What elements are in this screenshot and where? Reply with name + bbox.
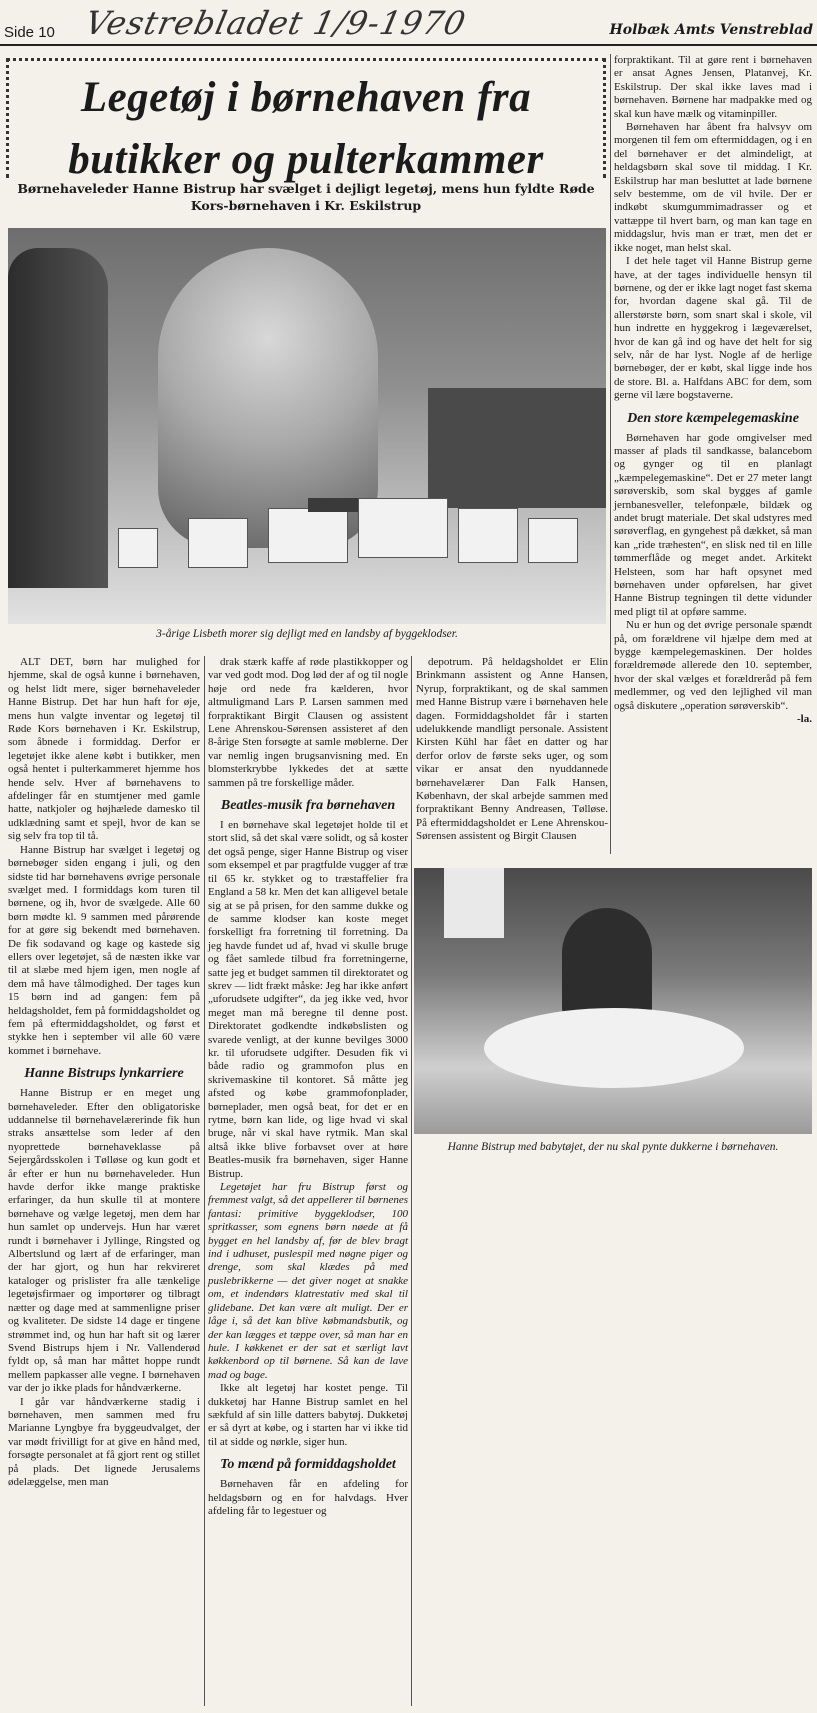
paragraph: Legetøjet har fru Bistrup først og fremmest valgt, så det appellerer til børnenes fantasi: primitive byggeklodser, 100 spritkasser, som egnens børn nøede at få bygget en hel landsby af, før de blev bragt ind i udhuset, puslespil med nøgne piger og drenge, som skal klædes på med puslebrikkerne — det giver noget at snakke om, et indendørs klatrestativ med skal til glidebane. Det kan være alt muligt. Der er låge i, så det kan blive købmandsbutik, og der kan lægges et tæppe over, så man har en hule. I køkkenet er der sat et særligt lavt køkkenbord op til børnene. Så kan de lave mad og bage. <box>208 1181 408 1381</box>
headline-line-1: Legetøj i børnehaven fra <box>80 74 532 121</box>
newspaper-masthead: Holbæk Amts Venstreblad <box>609 22 813 38</box>
author-signature: -la. <box>797 713 812 726</box>
paragraph: Børnehaven har gode omgivelser med masser af plads til sandkasse, balancebom og gynger og til en planlagt „kæmpelegemaskine“. Det er 27 meter langt sørøverskib, som skal bygges af gamle jernbanesveller, telefonpæle, bildæk og andet brugt materiale. Det skal udstyres med sørøverflag, en gyngehest på dækket, så man kan „ride træhesten“, en slisk ned til en lille tømmerflåde og meget andet. Arkitekt Helsteen, som har haft opsynet med børnehaven under opførelsen, har givet Hanne Bistrup tegningen til dette vidunder med pligt til at opføre samme. <box>614 431 812 618</box>
paragraph: Hanne Bistrup er en meget ung børnehaveleder. Efter den obligatoriske uddannelse til børnehavelærerinde fik hun straks ansættelse som leder af den nyoprettede børnehaveklasse på Sejergårdsskolen i Tølløse og kun godt et år efter er hun nu børnehaveleder. Hun havde derfor ikke mange praktiske erfaringer, da hun skulle til at montere børnehave og vælge legetøj, men dem har hun samlet op undervejs. Hun har været rundt i børnehaver i Jyllinge, Ringsted og Albertslund og lært af de erfaringer, man der har gjort, og hun har rekvireret kataloger og prislister fra alle tænkelige legetøjsfirmaer og importører og tilbragt nætter og dage med at sammenligne priser og kvaliteter. De sidste 14 dage er tingene strømmet ind, og hun har haft sit og lærer Svend Bistrups hjem i Nr. Vallenderød fyldt op, så man har måttet hoppe rundt mellem papkasser alle vegne. I børnehaven var der jo ikke plads for håndværkerne. <box>8 1087 200 1395</box>
headline-line-2: butikker og pulterkammer <box>68 136 544 183</box>
section-heading: To mænd på formiddagsholdet <box>220 1457 396 1473</box>
photo-child-with-blocks <box>8 228 606 624</box>
block-house <box>118 528 158 568</box>
photo-table-with-clothes <box>484 1008 744 1088</box>
paragraph: depotrum. På heldagsholdet er Elin Brinkmann assistent og Anne Hansen, Nyrup, forpraktikant, og de skal sammen med Hanne Bistrup være i børnehaven hele dagen. Formiddagsholdet får i starten udelukkende mandligt personale. Assistent Kirsten Kühl har fået en datter og har derfor orlov de første seks uger, og som vikar er ansat den nyuddannede børnehavelærer Dan Falk Hansen, København, der skal arbejde sammen med forpraktikant Benny Andreasen, Tølløse. På eftermiddagsholdet er Lene Ahrenskou-Sørensen assistent og Birgit Clausen <box>416 656 608 843</box>
photo-hanne-bistrup <box>414 868 812 1134</box>
photo-woman <box>562 908 652 1018</box>
paragraph: Ikke alt legetøj har kostet penge. Til dukketøj har Hanne Bistrup samlet en hel sækfuld af sin lille datters babytøj. Dukketøj er så dyrt at købe, og i starten har vi ikke tid til at sidde og nørkle, siger hun. <box>208 1382 408 1448</box>
article-column-4 <box>614 54 812 727</box>
paragraph: I det hele taget vil Hanne Bistrup gerne have, at der tages individuelle hensyn til børnene, og der er ikke lagt noget fast skema for, hvordan dagene skal gå. Til de allerstørste børn, som snart skal i skole, vil hun indrette en hyggekrog i lægeværelset, hvor de kan gå ind og have det helt for sig selv, når de har lyst. Nogle af de herlige børnebøger, der er købt, skal ligge inde hos de store. Bl. a. Halfdans ABC for dem, som gerne vil lære bogstaverne. <box>614 255 812 402</box>
subheadline: Børnehaveleder Hanne Bistrup har svælget i dejligt legetøj, mens hun fyldte Røde Kors-børnehaven i Kr. Eskilstrup <box>17 181 595 213</box>
article-column-3 <box>416 656 608 844</box>
article-column-1 <box>8 656 200 1489</box>
section-heading: Den store kæmpelegemaskine <box>627 410 799 426</box>
page-header <box>0 0 817 50</box>
section-heading: Beatles-musik fra børnehaven <box>220 798 396 814</box>
paragraph: ALT DET, børn har mulighed for hjemme, skal de også kunne i børnehaven, og helst lidt mere, siger børnehaveleder Hanne Bistrup. Det har hun haft for øje, mens hun valgte inventar og legetøj til Røde Kors børnehaven i Kr. Eskilstrup, som åbnede i formiddag. Derfor er legetøjet ikke alene købt i butikker, men også hentet i pulterkammeret hjemme hos hende selv. Hver af børnehavens to afdelinger får en stumtjener med gamle hatte, natkjoler og højhælede dameskо til udklædning samt et spejl, hvor de kan se sig selv fra top til tå. <box>8 656 200 843</box>
headline-box <box>6 58 606 183</box>
section-heading: Hanne Bistrups lynkarriere <box>24 1066 184 1082</box>
block-house <box>458 508 518 563</box>
column-rule <box>204 656 205 1706</box>
paragraph: forpraktikant. Til at gøre rent i børnehaven er ansat Agnes Jensen, Platanvej, Kr. Eskilstrup. Der skal ikke laves mad i børnehaven. Børnene har madpakke med og skal kun have mælk og vitaminpiller. <box>614 54 812 120</box>
article-column-2 <box>208 656 408 1518</box>
column-rule <box>411 656 412 1706</box>
photo-person-left <box>8 248 108 588</box>
paragraph: Børnehaven får en afdeling for heldagsbørn og en for halvdags. Hver afdeling får to legestuer og <box>208 1478 408 1517</box>
paragraph: Børnehaven har åbent fra halvsyv om morgenen til fem om eftermiddagen, og i en del børnehaver er det almindeligt, at heldagsbørn skal sove til middag. I Kr. Eskilstrup har man besluttet at lade børnene selv bestemme, om de vil hvile. Der er indkøbt skumgummimadrasser og et vattæppe til hvert barn, og man kan tage en middagslur, hvis man er træt, men det er ikke noget, man helst skal. <box>614 121 812 254</box>
block-house <box>528 518 578 563</box>
photo1-caption: 3-årige Lisbeth morer sig dejligt med en landsby af byggeklodser. <box>156 628 458 640</box>
column-rule <box>610 54 611 854</box>
paragraph: I går var håndværkerne stadig i børnehaven, men sammen med fru Marianne Lyngbye fra byggeudvalget, der var mødt frivilligt for at give en hånd med, forsøgte personalet at få gjort rent og stillet på plads. Det lignede Jerusalems ødelæggelse, men man <box>8 1395 200 1488</box>
block-house <box>188 518 248 568</box>
paragraph: Hanne Bistrup har svælget i legetøj og børnebøger siden engang i juli, og den sidste tid har børnehavens øvrige personale svælget med. I formiddags kom turen til børnene, og ih, hvor de svælgede. Alle 60 børn mødte kl. 9 sammen med pårørende for at gøre sig bekendt med børnehaven. De fik sodavand og kage og kastede sig ellers over legetøjet, så de næsten ikke var til at slæbe med hjem igen, men nogle af dem må have tålmodighed. Der tages kun 15 børn ind ad gangen: fem på heldagsholdet, fem på formiddagsholdet og fem på eftermiddagsholdet, og først et stykke hen i september vil alle 60 være kommet i børnehave. <box>8 843 200 1057</box>
paragraph: Nu er hun og det øvrige personale spændt på, om forældrene vil hjælpe dem med at bygge kæmpelegemaskinen. Der holdes forældremøde allerede den 10. september, hvor der skal vælges et forældreråd på fem medlemmer, og ved den lejlighed vil man også diskutere „operation sørøverskib“. <box>614 619 812 712</box>
header-rule <box>0 44 817 46</box>
photo2-caption: Hanne Bistrup med babytøjet, der nu skal pynte dukkerne i børnehaven. <box>447 1141 779 1153</box>
block-house <box>358 498 448 558</box>
photo-window <box>444 868 504 938</box>
page-number: Side 10 <box>4 24 55 41</box>
photo-building <box>428 388 606 508</box>
block-house <box>268 508 348 563</box>
paragraph: drak stærk kaffe af røde plastikkopper og var ved godt mod. Dog lød der af og til nogle høje ord nede fra kælderen, hvor altmuligmand Lars P. Larsen sammen med forpraktikant Birgit Clausen og assistent Lene Ahrenskou-Sørensen assisteret af den 8-årige Sten forsøgte at samle møblerne. Der var nemlig ingen brugsanvisning med. En blomsterkrybbe lykkedes det at sætte sammen på tre forskellige måder. <box>208 656 408 789</box>
handwritten-note: Vestrebladet 1/9-1970 <box>81 4 470 42</box>
paragraph: I en børnehave skal legetøjet holde til et stort slid, så det skal være solidt, og så koster det også penge, siger Hanne Bistrup og viser som eksempel et par pragtfulde vugger af træ til 65 kr. stykket og to træstaffelier fra England a 58 kr. Men det kan alligevel betale sig at se på prisen, for den samme dukke og de samme klodser kan koste meget forskelligt fra forretning til forretning. Da jeg havde fundet ud af, hvad vi skulle bruge og fået samlede tilbud fra forretningerne, satte jeg et budget sammen til direktoratet og skrev — lidt frækt måske: Jeg har ikke anført „uforudsete udgifter“, da jeg ikke ved, hvor meget man må beregne til denne post. Direktoratet godkendte indkøbslisten og svarede venligt, at der kunne bevilges 3000 kr. til uforudsete udgifter. Desuden fik vi både radio og grammofon plus en skrivemaskine til kontoret. Så måtte jeg afsted og købe grammofonplader, børneplader, men også beat, for det er en rytme, børn kan lide, og lige hvad vi skal bruge, når vi skal have rytmik. Man skal altså ikke blive forbavset over at høre Beatles-musik fra børnehaven, siger Hanne Bistrup. <box>208 819 408 1180</box>
